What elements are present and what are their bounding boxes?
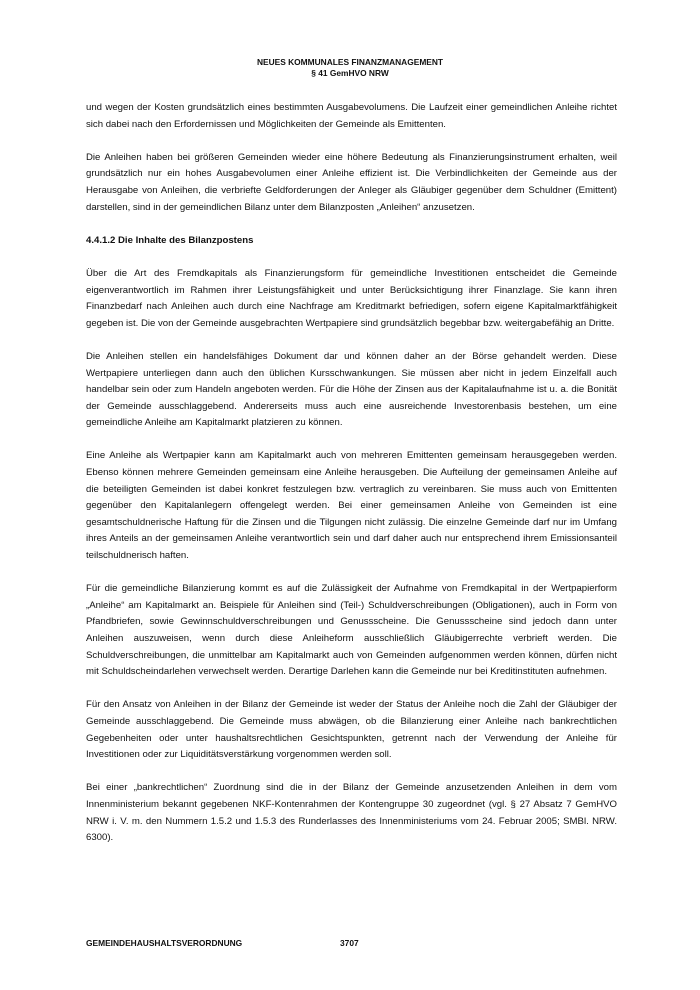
paragraph: Für den Ansatz von Anleihen in der Bilanz der Gemeinde ist weder der Status der Anleihe noch die Zahl der Gläubiger der Gemeinde ausschlaggebend. Die Gemeinde muss abwägen, ob die Bilanzierung einer Anleihe nach bankrechtlichen Gegebenheiten oder unter haushaltsrechtlichen Gesichtspunkten, getrennt nach der Verwendung der Anleihe für Investitionen oder zur Liquiditätsverstärkung vorgenommen werden soll.: [86, 699, 617, 761]
header-title: NEUES KOMMUNALES FINANZMANAGEMENT: [256, 57, 444, 67]
page-number: 3707: [340, 938, 359, 948]
paragraph: Bei einer „bankrechtlichen“ Zuordnung sind die in der Bilanz der Gemeinde anzusetzenden Anleihen in dem vom Innenministerium bekannt gegebenen NKF-Kontenrahmen der Kontengruppe 30 zugeordnet (vgl. § 27 Absatz 7 GemHVO NRW i. V. m. den Nummern 1.5.2 und 1.5.3 des Runderlasses des Innenministeriums vom 24. Februar 2005; SMBl. NRW. 6300).: [86, 782, 617, 844]
section-heading: 4.4.1.2 Die Inhalte des Bilanzpostens: [86, 234, 254, 246]
paragraph: Die Anleihen stellen ein handelsfähiges Dokument dar und können daher an der Börse gehandelt werden. Diese Wertpapiere unterliegen dann auch den üblichen Kursschwankungen. Sie müssen aber nicht in jedem Einzelfall auch handelbar sein oder zum Handeln angeboten werden. Für die Höhe der Zinsen aus der Kapitalaufnahme ist u. a. die Bonität der Gemeinde ausschlaggebend. Andererseits muss auch eine ausreichende Investorenbasis bestehen, um eine gemeindliche Anleihe am Kapitalmarkt platzieren zu können.: [86, 350, 617, 429]
paragraph: Die Anleihen haben bei größeren Gemeinden wieder eine höhere Bedeutung als Finanzierungsinstrument erhalten, weil grundsätzlich nur ein hohes Ausgabevolumen einer Anleihe effizient ist. Die Verbindlichkeiten der Gemeinde aus der Herausgabe von Anleihen, die verbriefte Geldforderungen der Anleger als Gläubiger gegenüber dem Schuldner (Emittent) darstellen, sind in der gemeindlichen Bilanz unter dem Bilanzposten „Anleihen“ anzusetzen.: [86, 151, 617, 213]
page-header: [0, 57, 700, 79]
paragraph: Eine Anleihe als Wertpapier kann am Kapitalmarkt auch von mehreren Emittenten gemeinsam herausgegeben werden. Ebenso können mehrere Gemeinden gemeinsam eine Anleihe herausgeben. Die Aufteilung der gemeinsamen Anleihe auf die beteiligten Gemeinden ist dabei konkret festzulegen bzw. vertraglich zu vereinbaren. Sie muss auch von Emittenten gegenüber den Kapitalanlegern offengelegt werden. Bei einer gemeinsamen Anleihe von Gemeinden ist eine gesamtschuldnerische Haftung für die Zinsen und die Tilgungen nicht zulässig. Die einzelne Gemeinde darf nur im Umfang ihres Anteils an der gemeinsamen Anleihe verantwortlich sein und darf daher auch nur entsprechend ihrem Emissionsanteil teilschuldnerisch haften.: [86, 450, 617, 562]
paragraph: Für die gemeindliche Bilanzierung kommt es auf die Zulässigkeit der Aufnahme von Fremdkapital in der Wertpapierform „Anleihe“ am Kapitalmarkt an. Beispiele für Anleihen sind (Teil-) Schuldverschreibungen (Obligationen), auch in Form von Pfandbriefen, sowie Gewinnschuldverschreibungen und Genussscheine. Die Genussscheine sind jedoch dann unter Anleihen auszuweisen, wenn durch diese Anleiheform ausschließlich Gläubigerrechte verbrieft werden. Die Schuldverschreibungen, die unmittelbar am Kapitalmarkt auch von Gemeinden aufgenommen werden können, dürfen nicht mit Schuldscheindarlehen verwechselt werden. Derartige Darlehen kann die Gemeinde nur bei Kreditinstituten aufnehmen.: [86, 583, 617, 678]
paragraph: und wegen der Kosten grundsätzlich eines bestimmten Ausgabevolumens. Die Laufzeit einer gemeindlichen Anleihe richtet sich dabei nach den Erfordernissen und Möglichkeiten der Gemeinde als Emittenten.: [86, 102, 617, 130]
paragraph: Über die Art des Fremdkapitals als Finanzierungsform für gemeindliche Investitionen entscheidet die Gemeinde eigenverantwortlich im Rahmen ihrer Leistungsfähigkeit und unter Berücksichtigung ihrer Finanzlage. Sie kann ihren Finanzbedarf nach Anleihen auch durch eine Nachfrage am Kreditmarkt befriedigen, sofern eigene Kapitalmarktfähigkeit gegeben ist. Die von der Gemeinde ausgebrachten Wertpapiere sind grundsätzlich begebbar bzw. weitergabefähig an Dritte.: [86, 267, 617, 329]
footer-title: GEMEINDEHAUSHALTSVERORDNUNG: [86, 938, 243, 948]
header-subtitle: § 41 GemHVO NRW: [311, 68, 389, 78]
document-body: [86, 100, 617, 863]
